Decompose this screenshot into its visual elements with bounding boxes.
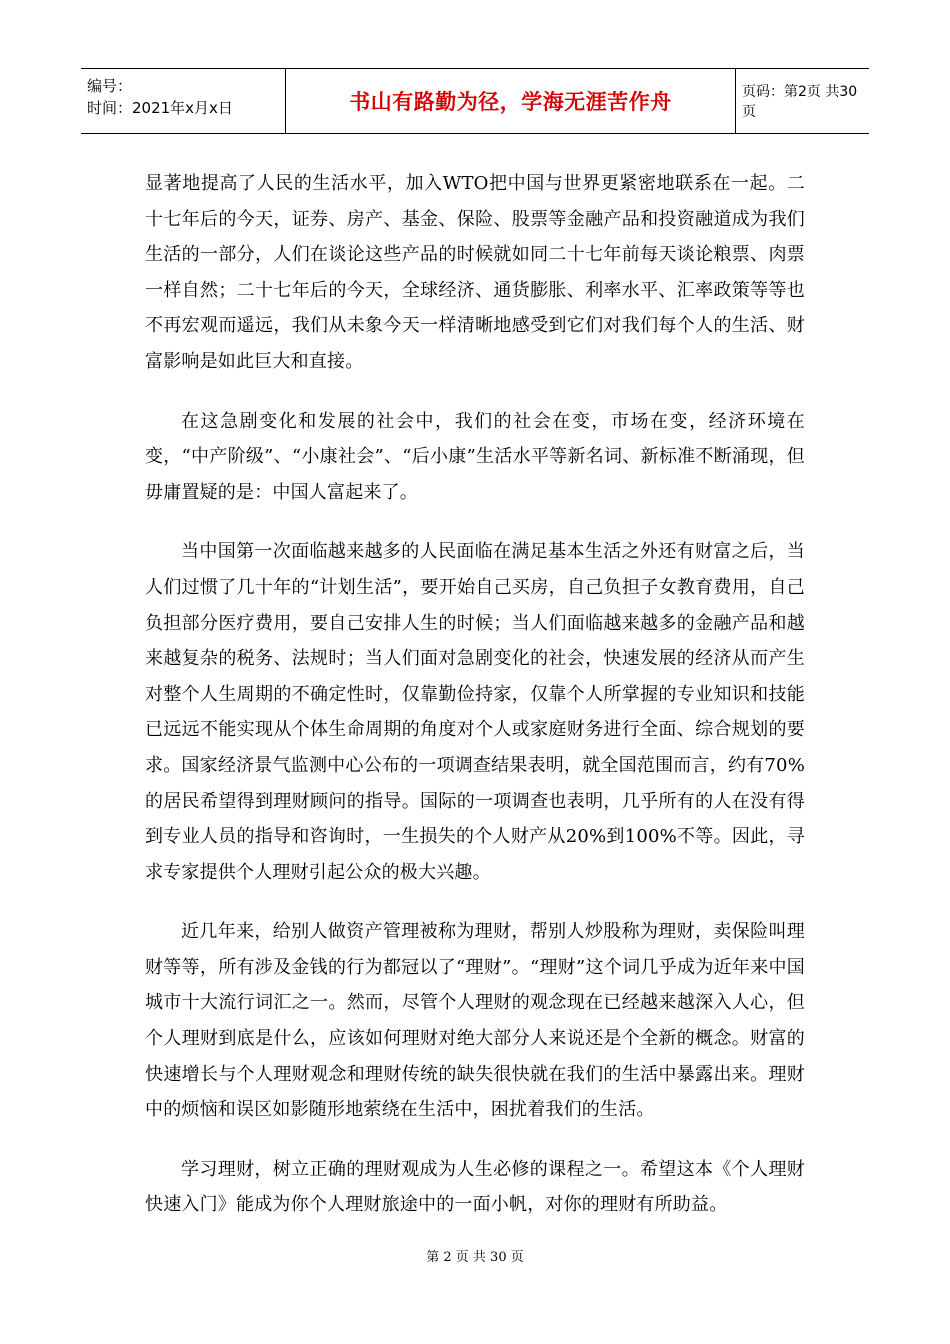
paragraph: 在这急剧变化和发展的社会中，我们的社会在变，市场在变，经济环境在变，“中产阶级”、“小康社会”、“后小康”生活水平等新名词、新标准不断涌现，但毋庸置疑的是：中国人富起来了。: [145, 410, 805, 503]
page-footer: [0, 1246, 950, 1265]
document-number-label: 编号：: [87, 77, 133, 95]
footer-page-number: 第 2 页 共 30 页: [426, 1250, 524, 1265]
page-header: [81, 68, 869, 134]
paragraph: 学习理财，树立正确的理财观成为人生必修的课程之一。希望这本《个人理财快速入门》能成为你个人理财旅途中的一面小帆，对你的理财有所助益。: [145, 1158, 805, 1216]
paragraph: 显著地提高了人民的生活水平，加入WTO把中国与世界更紧密地联系在一起。二十七年后的今天，证券、房产、基金、保险、股票等金融产品和投资融道成为我们生活的一部分，人们在谈论这些产品的时候就如同二十七年前每天谈论粮票、肉票一样自然；二十七年后的今天，全球经济、通货膨胀、利率水平、汇率政策等等也不再宏观而遥远，我们从未象今天一样清晰地感受到它们对我们每个人的生活、财富影响是如此巨大和直接。: [145, 173, 805, 372]
paragraph: 近几年来，给别人做资产管理被称为理财，帮别人炒股称为理财，卖保险叫理财等等，所有涉及金钱的行为都冠以了“理财”。“理财”这个词几乎成为近年来中国城市十大流行词汇之一。然而，尽管个人理财的观念现在已经越来越深入人心，但个人理财到底是什么，应该如何理财对绝大部分人来说还是个全新的概念。财富的快速增长与个人理财观念和理财传统的缺失很快就在我们的生活中暴露出来。理财中的烦恼和误区如影随形地萦绕在生活中，困扰着我们的生活。: [145, 921, 805, 1121]
document-time-label: 时间：2021年x月x日: [87, 99, 233, 117]
document-body: [145, 166, 805, 1247]
header-motto: 书山有路勤为径，学海无涯苦作舟: [349, 90, 672, 114]
header-page-number: 页码：第2页 共30页: [742, 84, 858, 120]
paragraph: 当中国第一次面临越来越多的人民面临在满足基本生活之外还有财富之后，当人们过惯了几十年的“计划生活”，要开始自己买房，自己负担子女教育费用，自己负担部分医疗费用，要自己安排人生的时候；当人们面临越来越多的金融产品和越来越复杂的税务、法规时；当人们面对急剧变化的社会，快速发展的经济从而产生对整个人生周期的不确定性时，仅靠勤俭持家，仅靠个人所掌握的专业知识和技能已远远不能实现从个体生命周期的角度对个人或家庭财务进行全面、综合规划的要求。国家经济景气监测中心公布的一项调查结果表明，就全国范围而言，约有70%的居民希望得到理财顾问的指导。国际的一项调查也表明，几乎所有的人在没有得到专业人员的指导和咨询时，一生损失的个人财产从20%到100%不等。因此，寻求专家提供个人理财引起公众的极大兴趣。: [145, 541, 805, 883]
header-motto-cell: [286, 69, 736, 133]
header-meta: [81, 69, 286, 133]
header-page-cell: [736, 69, 869, 133]
